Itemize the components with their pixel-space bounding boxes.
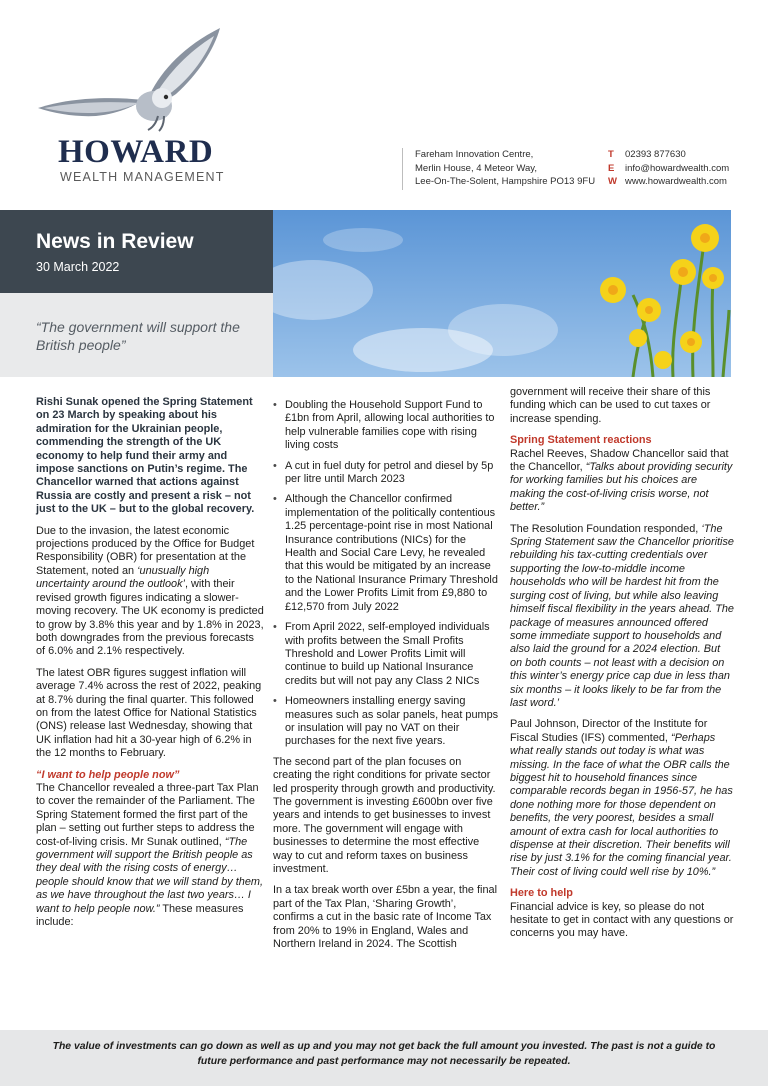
paragraph: Financial advice is key, so please do not hesitate to get in contact with any questions or concerns you may have. [510, 900, 734, 940]
pull-quote: “The government will support the British people” [0, 293, 273, 377]
contact-phone-row [608, 148, 729, 162]
list-item: • From April 2022, self-employed individuals with profits between the Small Profits Threshold and Lower Profits Limit will continue to build up National Insurance credits but will not pay any Class 2 NICs [273, 621, 499, 688]
address-line: Lee-On-The-Solent, Hampshire PO13 9FU [415, 176, 596, 187]
paragraph: The latest OBR figures suggest inflation will average 7.4% across the rest of 2022, peaking at 8.7% during the final quarter. This followed on from the latest Office for National Statistics (ONS) release last Wednesday, showing that UK inflation had hit a 30-year high of 6.2% in the 12 months to February. [36, 666, 262, 760]
paragraph: Due to the invasion, the latest economic projections produced by the Office for Budget Responsibility (OBR) for presentation at the Statement, noted an ‘unusually high uncertainty around the outlook’, with their revised growth figures indicating a slower-moving recovery. The UK economy is predicted to grow by 3.8% this year and by 1.8% in 2023, both downgrades from the previous forecasts of 6.0% and 2.1% respectively. [36, 524, 264, 658]
paragraph: Rachel Reeves, Shadow Chancellor said that the Chancellor, “Talks about providing security for working families but his choices are making the cost-of-living crisis worse, not better.” [510, 447, 733, 514]
list-item: • Doubling the Household Support Fund to £1bn from April, allowing local authorities to help vulnerable families cope with rising living costs [273, 399, 499, 453]
contact-web-row [608, 175, 729, 189]
paragraph: In a tax break worth over £5bn a year, the final part of the Tax Plan, ‘Sharing Growth’, confirms a cut in the basic rate of Income Tax from 20% to 19% in England, Wales and Northern Ireland in 2024. The Scottish [273, 884, 497, 951]
website-link[interactable]: www.howardwealth.com [625, 176, 727, 187]
list-item: • A cut in fuel duty for petrol and diesel by 5p per litre until March 2023 [273, 460, 499, 487]
phone-label: T [608, 149, 614, 160]
section-heading: Spring Statement reactions [510, 434, 652, 447]
paragraph: The Resolution Foundation responded, ‘The Spring Statement saw the Chancellor prioritise rebuilding his tax-cutting credentials over supporting the low-to-middle income households who will be hardest hit from the surging cost of living, but while also leaving himself fiscal flexibility in the years ahead. The package of measures announced offered some immediate support to households and also laid the ground for a 2024 election. But on both counts – not least with a decision on this winter’s energy price cap due in less than six months – it looks likely to be far from the last word.’ [510, 522, 734, 709]
risk-disclaimer: The value of investments can go down as well as up and you may not get back the full amount you invested. The past is not a guide to future performance and past performance may not necessarily be repeated. [0, 1030, 768, 1086]
address-line: Fareham Innovation Centre, [415, 149, 534, 160]
article-column-3 [510, 386, 735, 949]
daffodil-illustration-icon [273, 210, 731, 377]
publish-date: 30 March 2022 [36, 260, 120, 274]
paragraph: government will receive their share of this funding which can be used to cut taxes or increase spending. [510, 386, 711, 425]
contact-email-row [608, 162, 729, 176]
measures-list [273, 399, 499, 749]
phone-number[interactable]: 02393 877630 [625, 149, 686, 160]
brand-logo [38, 24, 228, 189]
web-label: W [608, 176, 617, 187]
daffodils-sky-image [273, 210, 731, 377]
brand-tagline: WEALTH MANAGEMENT [60, 170, 225, 184]
article-column-2 [273, 399, 499, 959]
section-heading: Here to help [510, 887, 573, 900]
paragraph: The Chancellor revealed a three-part Tax Plan to cover the remainder of the Parliament. The Spring Statement formed the first part of the plan – setting out further steps to address the cost-of-living crisis. Mr Sunak outlined, “The government will support the British people as they deal with the rising costs of energy… people should know that we will stand by them, as we have throughout the last two years… I want to help people now.” These measures include: [36, 781, 264, 929]
title-panel [0, 210, 273, 293]
paragraph: Paul Johnson, Director of the Institute for Fiscal Studies (IFS) commented, “Perhaps what really stands out today is what was missing. In the face of what the OBR calls the biggest hit to household finances since comparable records began in 1956-57, he has done nothing more for those dependent on benefits, the very poorest, besides a small amount of extra cash for local authorities to dispense at their discretion. Their benefits will rise by just 3.1% for the coming financial year. Their cost of living could well rise by 10%.” [510, 718, 733, 878]
page-title: News in Review [36, 230, 194, 253]
lead-paragraph: Rishi Sunak opened the Spring Statement on 23 March by speaking about his admiration for the Ukrainian people, commending the strength of the UK economy to help fund their army and impose sanctions on Putin’s regime. The Chancellor warned that actions against Russia are costly and present a risk – not just to the UK – but to the global recovery. [36, 396, 255, 516]
list-item: • Although the Chancellor confirmed implementation of the politically contentious 1.25 percentage-point rise in most National Insurance contributions (NICs) for the Health and Social Care Levy, he revealed that this would be mitigated by an increase to the National Insurance Primary Threshold and the Lower Profits Limit from £9,880 to £12,570 from July 2022 [273, 493, 499, 614]
contact-address [402, 148, 595, 190]
section-heading: “I want to help people now” [36, 768, 180, 781]
email-label: E [608, 162, 615, 174]
paragraph: The second part of the plan focuses on creating the right conditions for private sector led prosperity through growth and productivity. The government is investing £600bn over five years and intends to get businesses to invest more. The government will engage with businesses to determine the most effective way to cut and reform taxes on business investment. [273, 755, 496, 875]
owl-logo-icon [38, 24, 228, 134]
brand-name: HOWARD [58, 134, 214, 170]
contact-details [608, 148, 729, 189]
list-item: • Homeowners installing energy saving measures such as solar panels, heat pumps or insulation will pay no VAT on their purchases for the next five years. [273, 695, 499, 749]
address-line: Merlin House, 4 Meteor Way, [415, 162, 537, 174]
article-column-1 [36, 396, 264, 937]
email-link[interactable]: info@howardwealth.com [625, 162, 730, 174]
